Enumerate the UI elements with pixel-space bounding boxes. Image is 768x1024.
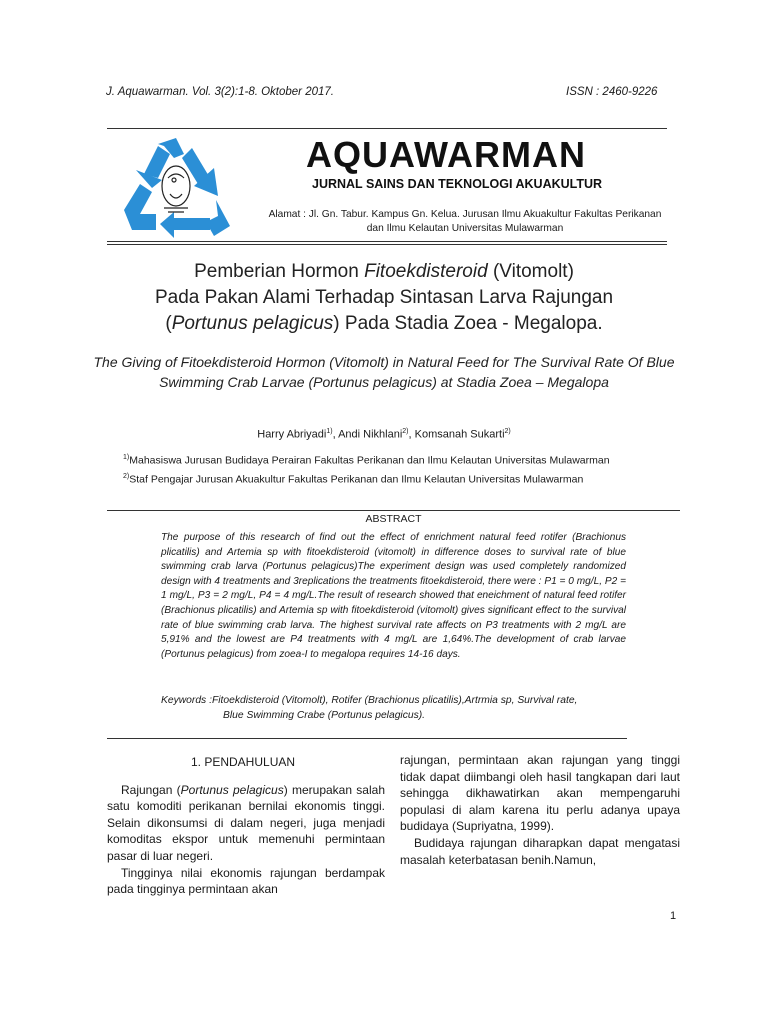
keywords-line-1: Fitoekdisteroid (Vitomolt), Rotifer (Brachionus plicatilis),Artrmia sp, Survival rate, xyxy=(211,695,578,706)
authors: Harry Abriyadi$^{1)}$, Andi Nikhlani$^{2)}$, Komsanah Sukarti$^{2)}$ xyxy=(257,428,511,441)
paper-title-english: The Giving of Fitoekdisteroid Hormon (Vitomolt) in Natural Feed for The Survival Rate Of Blue Swimming Crab Larvae (Portunus pelagicus) at Stadia Zoea – Megalopa xyxy=(93,354,675,390)
abstract-heading: ABSTRACT xyxy=(365,513,422,525)
paragraph: Budidaya rajungan diharapkan dapat mengatasi masalah keterbatasan benih.Namun, xyxy=(400,835,680,867)
address-line-2: dan Ilmu Kelautan Universitas Mulawarman xyxy=(366,223,564,234)
paragraph: Tingginya nilai ekonomis rajungan berdampak pada tingginya permintaan akan xyxy=(107,865,385,897)
journal-address xyxy=(250,208,680,236)
keywords-line-2: Blue Swimming Crabe (Portunus pelagicus). xyxy=(223,710,426,721)
body-column-right xyxy=(400,752,680,868)
paper-title-indonesian xyxy=(84,259,684,337)
keywords xyxy=(161,693,631,723)
paragraph: Rajungan (Portunus pelagicus) merupakan salah satu komoditi perikanan bernilai ekonomis tinggi. Selain dikonsumsi di dalam negeri, juga menjadi komoditas ekspor untuk memenuhi permintaan pasar di luar negeri. xyxy=(107,782,385,863)
title-line-1: Pemberian Hormon Fitoekdisteroid (Vitomolt) xyxy=(194,261,574,282)
keywords-rule xyxy=(107,738,627,739)
journal-brand-title: AQUAWARMAN xyxy=(306,134,586,175)
affiliations xyxy=(123,450,683,487)
title-line-3: (Portunus pelagicus) Pada Stadia Zoea - Megalopa. xyxy=(165,313,603,334)
affiliation-1: $^{1)}$Mahasiswa Jurusan Budidaya Perairan Fakultas Perikanan dan Ilmu Kelautan Universitas Mulawarman xyxy=(123,454,610,467)
journal-reference: J. Aquawarman. Vol. 3(2):1-8. Oktober 2017. xyxy=(106,86,334,98)
header-rule-bottom-double xyxy=(107,244,667,245)
abstract-text: The purpose of this research of find out the effect of enrichment natural feed rotifer (Brachionus plicatilis) and Artemia sp with fitoekdisteroid (vitomolt) in difference doses to survival rate of blue swimming crab larva (Portunus pelagicus)The experiment design was used completely randomized design with 4 treatments and 3replications the treatments fitoekdisteroid, there were : P1 = 0 mg/L, P2 = 1 mg/L, P3 = 2 mg/L, P4 = 4 mg/L.The result of research showed that eneichment of natural feed rotifer (Brachionus plicatilis) and Artemia sp with fitoekdisteroid (vitomolt) gives significant effect to the survival rate of blue swimming crab larva. The highest survival rate affects on P3 treatments with 2 mg/L are 5,91% and the lowest are P4 treatments with 4 mg/L are 1,64%.The development of crab larvae (Portunus pelagicus) from zoea-I to megalopa requires 14-16 days. xyxy=(161,532,626,660)
address-line-1: Alamat : Jl. Gn. Tabur. Kampus Gn. Kelua. Jurusan Ilmu Akuakultur Fakultas Perikanan xyxy=(268,209,662,220)
affiliation-2: $^{2)}$Staf Pengajar Jurusan Akuakultur Fakultas Perikanan dan Ilmu Kelautan Universitas Mulawarman xyxy=(123,472,584,485)
abstract-rule xyxy=(107,510,680,511)
header-rule-bottom xyxy=(107,241,667,242)
paragraph: rajungan, permintaan akan rajungan yang tinggi tidak dapat diimbangi oleh hasil tangkapan dari laut sehingga dikhawatirkan akan mempengaruhi populasi di alam karena itu perlu adanya upaya budidaya (Supriyatna, 1999). xyxy=(400,753,680,834)
keywords-label: Keywords : xyxy=(161,695,212,706)
title-line-2: Pada Pakan Alami Terhadap Sintasan Larva Rajungan xyxy=(154,287,614,308)
body-column-left xyxy=(107,754,385,898)
page-number: 1 xyxy=(670,910,677,922)
issn: ISSN : 2460-9226 xyxy=(566,86,658,98)
header-rule-top xyxy=(107,128,667,129)
section-heading: 1. PENDAHULUAN xyxy=(191,755,296,769)
recycle-fish-logo xyxy=(114,134,238,242)
journal-brand-subtitle: JURNAL SAINS DAN TEKNOLOGI AKUAKULTUR xyxy=(312,177,603,191)
